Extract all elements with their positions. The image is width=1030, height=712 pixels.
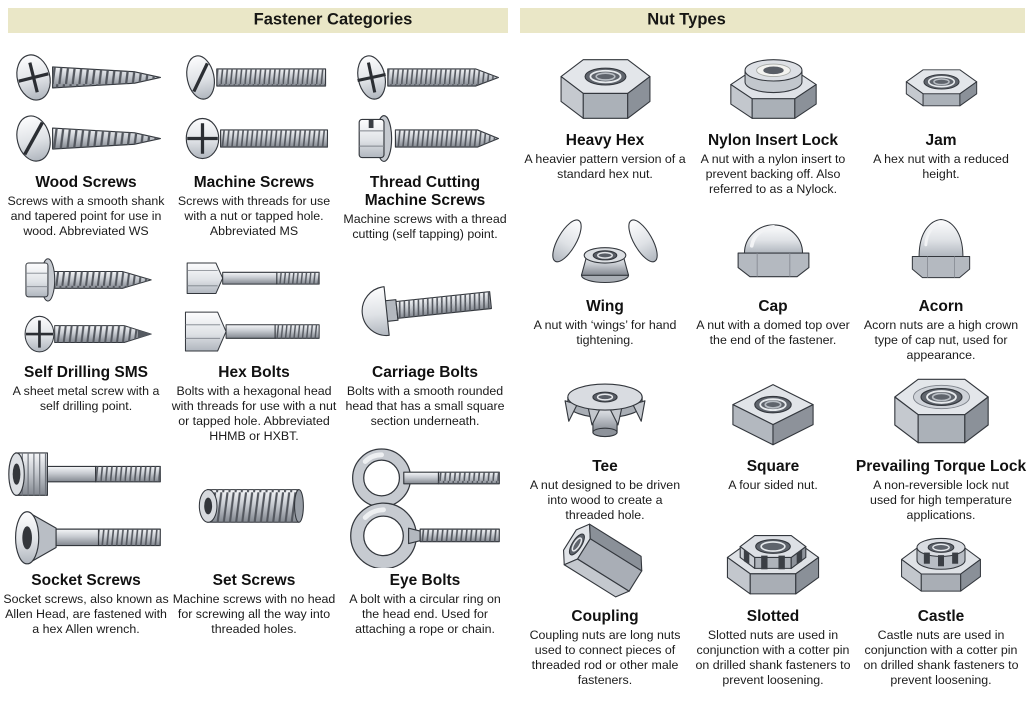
item-desc: Coupling nuts are long nuts used to connect pieces of threaded rod or other male fasteners. — [529, 627, 681, 688]
cap-nut-icon — [710, 210, 837, 298]
item-desc: Bolts with a smooth rounded head that has a small square section underneath. — [345, 383, 505, 429]
item-title: Jam — [925, 132, 957, 149]
item-title: Slotted — [746, 608, 800, 625]
item-title: Castle — [917, 608, 965, 625]
card-jam-nut — [859, 46, 1023, 182]
wood-screws-icon — [4, 42, 168, 174]
nut-types-header-label: Nut Types — [647, 10, 726, 29]
card-slotted-nut — [691, 516, 855, 688]
item-desc: Socket screws, also known as Allen Head, are fastened with a hex Allen wrench. — [3, 591, 169, 637]
item-title: Self Drilling SMS — [23, 364, 148, 381]
jam-nut-icon — [885, 46, 998, 132]
self-drilling-sms-icon — [14, 250, 158, 364]
card-carriage-bolts — [339, 250, 511, 429]
item-title: Wood Screws — [35, 174, 137, 191]
square-nut-icon — [709, 364, 837, 458]
item-title: Coupling — [571, 608, 639, 625]
prevailing-torque-lock-nut-icon — [876, 364, 1007, 458]
card-set-screws — [171, 438, 337, 637]
item-title: Heavy Hex — [565, 132, 645, 149]
item-desc: A nut with a nylon insert to prevent backing off. Also referred to as a Nylock. — [700, 151, 846, 197]
item-title: Machine Screws — [193, 174, 315, 191]
item-desc: A four sided nut. — [728, 477, 818, 492]
item-desc: A nut with a domed top over the end of the fastener. — [696, 317, 850, 347]
fastener-categories-header — [8, 8, 508, 33]
item-title: Socket Screws — [31, 572, 141, 589]
card-machine-screws — [171, 42, 337, 239]
card-wood-screws — [3, 42, 169, 239]
hex-bolts-icon — [182, 250, 326, 364]
card-thread-cutting-machine-screws — [339, 42, 511, 242]
castle-nut-icon — [881, 516, 1001, 608]
card-acorn-nut — [859, 210, 1023, 363]
heavy-hex-nut-icon — [543, 46, 668, 132]
item-desc: A bolt with a circular ring on the head end. Used for attaching a rope or chain. — [349, 591, 501, 637]
item-title: Acorn — [918, 298, 964, 315]
item-desc: Bolts with a hexagonal head with threads for use with a nut or tapped hole. Abbreviated HHMB or HXBT. — [171, 383, 337, 444]
set-screws-icon — [179, 438, 329, 572]
item-desc: A heavier pattern version of a standard hex nut. — [524, 151, 686, 181]
wing-nut-icon — [534, 210, 676, 298]
item-desc: A hex nut with a reduced height. — [873, 151, 1009, 181]
socket-screws-icon — [4, 438, 168, 572]
card-self-drilling-sms — [3, 250, 169, 414]
item-desc: Screws with a smooth shank and tapered point for use in wood. Abbreviated WS — [7, 193, 165, 239]
tee-nut-icon — [540, 364, 670, 458]
item-title: Hex Bolts — [218, 364, 290, 381]
fastener-categories-header-label: Fastener Categories — [253, 10, 413, 29]
item-desc: A sheet metal screw with a self drilling point. — [12, 383, 160, 413]
item-desc: Machine screws with a thread cutting (self tapping) point. — [343, 211, 507, 241]
card-socket-screws — [3, 438, 169, 637]
nylon-insert-lock-nut-icon — [711, 46, 836, 132]
card-castle-nut — [859, 516, 1023, 688]
card-tee-nut — [523, 364, 687, 523]
thread-cutting-machine-screws-icon — [343, 42, 507, 174]
item-title: Square — [746, 458, 800, 475]
acorn-nut-icon — [882, 210, 1000, 298]
card-hex-bolts — [171, 250, 337, 444]
item-title: Tee — [592, 458, 618, 475]
item-desc: A non-reversible lock nut used for high temperature applications. — [870, 477, 1012, 523]
item-title: Eye Bolts — [389, 572, 461, 589]
carriage-bolts-icon — [345, 250, 505, 364]
item-desc: A nut designed to be driven into wood to create a threaded hole. — [529, 477, 681, 523]
nut-types-header — [520, 8, 1025, 33]
item-title: Thread Cutting Machine Screws — [364, 174, 486, 209]
item-title: Set Screws — [212, 572, 296, 589]
machine-screws-icon — [172, 42, 336, 174]
card-heavy-hex-nut — [523, 46, 687, 182]
item-desc: Screws with threads for use with a nut or tapped hole. Abbreviated MS — [177, 193, 331, 239]
item-desc: Slotted nuts are used in conjunction with a cotter pin on drilled shank fasteners to prevent loosening. — [695, 627, 851, 688]
eye-bolts-icon — [343, 438, 507, 572]
item-desc: Acorn nuts are a high crown type of cap nut, used for appearance. — [863, 317, 1019, 363]
item-desc: Machine screws with no head for screwing all the way into threaded holes. — [172, 591, 336, 637]
item-title: Nylon Insert Lock — [707, 132, 839, 149]
slotted-nut-icon — [709, 516, 837, 608]
item-title: Carriage Bolts — [372, 364, 478, 381]
card-nylon-insert-lock-nut — [691, 46, 855, 197]
card-eye-bolts — [339, 438, 511, 637]
card-coupling-nut — [523, 516, 687, 688]
item-desc: A nut with ‘wings’ for hand tightening. — [533, 317, 677, 347]
item-title: Prevailing Torque Lock — [855, 458, 1027, 475]
card-prevailing-torque-lock-nut — [855, 364, 1027, 523]
card-square-nut — [691, 364, 855, 493]
item-title: Cap — [758, 298, 788, 315]
card-cap-nut — [691, 210, 855, 348]
coupling-nut-icon — [536, 516, 674, 608]
item-desc: Castle nuts are used in conjunction with a cotter pin on drilled shank fasteners to prevent loosening. — [863, 627, 1019, 688]
item-title: Wing — [586, 298, 624, 315]
card-wing-nut — [523, 210, 687, 348]
